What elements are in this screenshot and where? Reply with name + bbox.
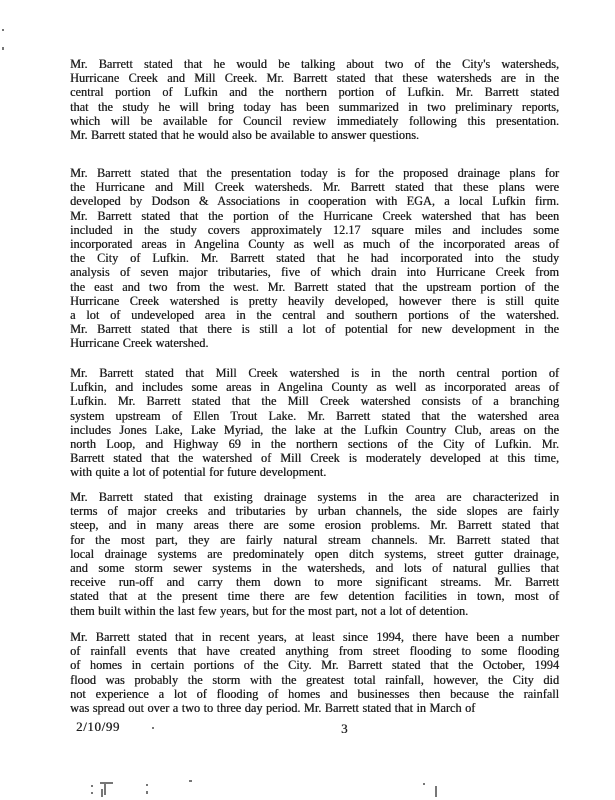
scan-artifact	[146, 791, 148, 794]
scan-artifact	[152, 727, 154, 729]
text-line: the City of Lufkin. Mr. Barrett stated that he had incorporated into the study	[70, 251, 559, 266]
scan-artifact	[91, 792, 93, 794]
text-line: which will be available for Council review immediately following this presentation.	[70, 113, 559, 128]
text-line: Mr. Barrett stated that there is still a lot of potential for new development in the	[70, 322, 559, 337]
text-line: of rainfall events that have created anything from street flooding to some flooding	[70, 644, 559, 659]
text-line: a lot of undeveloped area in the central and southern portions of the watershed.	[70, 308, 559, 323]
text-line: flood was probably the storm with the greatest total rainfall, however, the City did	[70, 672, 559, 687]
text-line: Mr. Barrett stated that existing drainage systems in the area are characterized in	[70, 490, 559, 504]
text-line: local drainage systems are predominately open ditch systems, street gutter drainage,	[70, 546, 559, 561]
text-line: stated that at the present time there are few detention facilities in town, most of	[70, 589, 559, 604]
text-line: Mr. Barrett stated that he would also be available to answer questions.	[70, 128, 419, 143]
text-line: not experience a lot of flooding of homes and businesses then because the rainfall	[70, 686, 559, 701]
text-line: Lufkin. Mr. Barrett stated that the Mill Creek watershed consists of a branching	[70, 394, 559, 409]
text-line: analysis of seven major tributaries, five of which drain into Hurricane Creek from	[70, 265, 559, 280]
text-line: was spread out over a two to three day period. Mr. Barrett stated that in March of	[70, 701, 476, 716]
text-line: for the most part, they are fairly natural stream channels. Mr. Barrett stated that	[70, 532, 559, 547]
paragraph-mill-creek	[70, 366, 559, 480]
text-line: Barrett stated that the watershed of Mill Creek is moderately developed at this time,	[70, 451, 559, 466]
scan-artifact	[100, 782, 113, 784]
scan-artifact	[104, 784, 106, 795]
text-line: terms of major creeks and tributaries by urban channels, the side slopes are fairly	[70, 504, 559, 519]
text-line: them built within the last few years, but for the most part, not a lot of detention.	[70, 603, 469, 618]
text-line: of homes in certain portions of the City. Mr. Barrett stated that the October, 1994	[70, 658, 559, 673]
text-line: and some storm sewer systems in the watersheds, and lots of natural gullies that	[70, 561, 559, 576]
footer-date: 2/10/99	[76, 719, 120, 734]
text-line: Hurricane Creek and Mill Creek. Mr. Barrett stated that these watersheds are in the	[70, 71, 559, 86]
paragraph-rainfall-events	[70, 630, 559, 715]
text-line: incorporated areas in Angelina County as well as much of the incorporated areas of	[70, 237, 559, 252]
text-line: Mr. Barrett stated that Mill Creek watershed is in the north central portion of	[70, 366, 559, 380]
scan-artifact	[189, 780, 192, 782]
paragraph-intro	[70, 57, 559, 142]
text-line: central portion of Lufkin and the northern portion of Lufkin. Mr. Barrett stated	[70, 85, 559, 100]
text-line: includes Jones Lake, Lake Myriad, the lake at the Lufkin Country Club, areas on the	[70, 422, 559, 437]
text-line: steep, and in many areas there are some erosion problems. Mr. Barrett stated that	[70, 518, 559, 533]
text-line: north Loop, and Highway 69 in the northern sections of the City of Lufkin. Mr.	[70, 437, 559, 452]
text-line: that the study he will bring today has been summarized in two preliminary reports,	[70, 99, 559, 114]
page-number: 3	[341, 721, 348, 736]
paragraph-drainage-systems	[70, 490, 559, 618]
text-line: with quite a lot of potential for future development.	[70, 465, 327, 480]
scan-artifact	[2, 47, 4, 50]
scan-artifact	[435, 786, 437, 797]
scan-artifact	[91, 785, 93, 787]
text-line: Mr. Barrett stated that the portion of the Hurricane Creek watershed that has been	[70, 208, 559, 223]
text-line: Hurricane Creek watershed is pretty heavily developed, however there is still quite	[70, 293, 559, 308]
text-line: Mr. Barrett stated that in recent years, at least since 1994, there have been a number	[70, 630, 559, 644]
scan-artifact	[423, 783, 425, 785]
text-line: Lufkin, and includes some areas in Angelina County as well as incorporated areas of	[70, 380, 559, 395]
text-line: the Hurricane and Mill Creek watersheds. Mr. Barrett stated that these plans were	[70, 180, 559, 195]
paragraph-hurricane-creek	[70, 166, 559, 351]
text-line: included in the study covers approximately 12.17 square miles and includes some	[70, 222, 559, 237]
text-line: Mr. Barrett stated that the presentation today is for the proposed drainage plans for	[70, 166, 559, 180]
scan-artifact	[101, 789, 103, 797]
text-line: receive run-off and carry them down to more significant streams. Mr. Barrett	[70, 575, 559, 590]
text-line: system upstream of Ellen Trout Lake. Mr. Barrett stated that the watershed area	[70, 408, 559, 423]
scan-artifact	[146, 784, 148, 786]
text-line: Mr. Barrett stated that he would be talking about two of the City's watersheds,	[70, 57, 559, 71]
text-line: the east and two from the west. Mr. Barrett stated that the upstream portion of the	[70, 279, 559, 294]
text-line: Hurricane Creek watershed.	[70, 336, 209, 351]
text-line: developed by Dodson & Associations in cooperation with EGA, a local Lufkin firm.	[70, 194, 559, 209]
scan-artifact	[2, 29, 4, 31]
